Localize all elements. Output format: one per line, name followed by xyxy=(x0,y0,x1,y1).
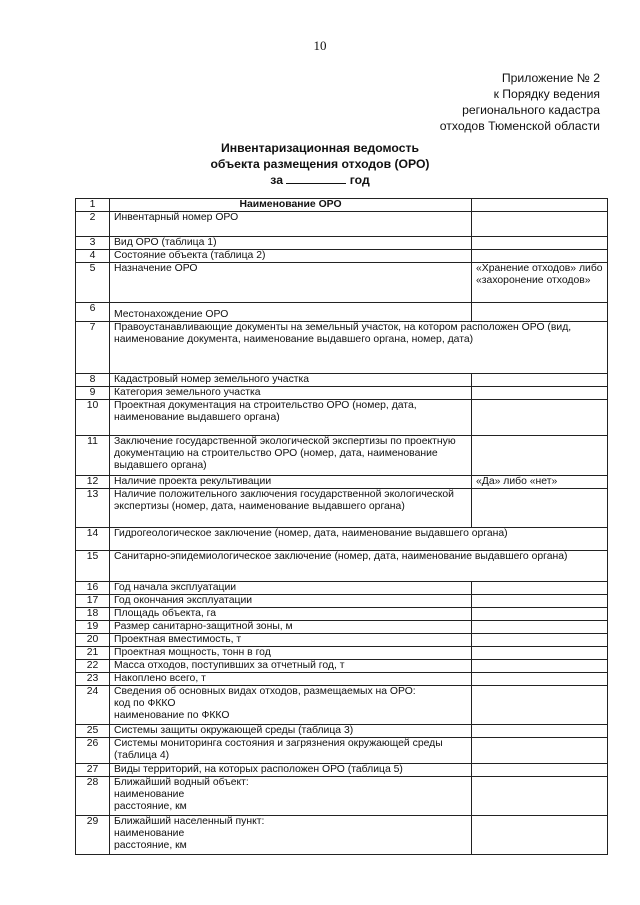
row-number: 28 xyxy=(76,777,110,816)
row-number: 4 xyxy=(76,250,110,263)
table-row xyxy=(76,764,608,777)
row-label: Кадастровый номер земельного участка xyxy=(110,374,472,387)
row-label xyxy=(110,777,472,816)
row-value xyxy=(472,436,608,476)
table-row xyxy=(76,725,608,738)
table-row xyxy=(76,528,608,551)
year-blank xyxy=(286,173,346,184)
row-number: 10 xyxy=(76,400,110,436)
table-row xyxy=(76,582,608,595)
table-row xyxy=(76,608,608,621)
row-number: 29 xyxy=(76,816,110,855)
row-value xyxy=(472,738,608,764)
row-value xyxy=(472,400,608,436)
table-row xyxy=(76,263,608,303)
row-label: Проектная документация на строительство ОРО (номер, дата, наименование выдавшего органа) xyxy=(110,400,472,436)
row-value xyxy=(472,725,608,738)
row-value xyxy=(472,647,608,660)
row-value xyxy=(472,199,608,212)
row-number: 15 xyxy=(76,551,110,582)
row-label-sub: расстояние, км xyxy=(114,801,187,812)
table-row xyxy=(76,303,608,322)
row-label: Правоустанавливающие документы на земельный участок, на котором расположен ОРО (вид, наименование документа, наименование выдавшего органа, номер, дата) xyxy=(110,322,608,374)
title-line: объекта размещения отходов (ОРО) xyxy=(210,157,430,171)
row-number: 12 xyxy=(76,476,110,489)
row-label: Заключение государственной экологической экспертизы по проектную документацию на строительство ОРО (номер, дата, наименование выдавшего органа) xyxy=(110,436,472,476)
document-title xyxy=(0,140,640,188)
row-value: «Да» либо «нет» xyxy=(472,476,608,489)
row-value: «Хранение отходов» либо «захоронение отходов» xyxy=(472,263,608,303)
title-za: за xyxy=(270,173,283,187)
row-label: Год окончания эксплуатации xyxy=(110,595,472,608)
row-label-sub: наименование xyxy=(114,789,185,800)
row-label: Год начала эксплуатации xyxy=(110,582,472,595)
row-value xyxy=(472,250,608,263)
row-number: 20 xyxy=(76,634,110,647)
table-row xyxy=(76,673,608,686)
row-label: Системы мониторинга состояния и загрязнения окружающей среды (таблица 4) xyxy=(110,738,472,764)
table-row xyxy=(76,621,608,634)
table-row xyxy=(76,322,608,374)
row-value xyxy=(472,303,608,322)
row-label-sub: расстояние, км xyxy=(114,840,187,851)
row-label: Накоплено всего, т xyxy=(110,673,472,686)
row-label: Инвентарный номер ОРО xyxy=(110,212,472,237)
row-value xyxy=(472,621,608,634)
table-row xyxy=(76,237,608,250)
table-row xyxy=(76,387,608,400)
row-number: 13 xyxy=(76,489,110,528)
appendix-line: отходов Тюменской области xyxy=(439,119,600,133)
row-label xyxy=(110,686,472,725)
row-number: 2 xyxy=(76,212,110,237)
row-value xyxy=(472,237,608,250)
row-label-main: Ближайший населенный пункт: xyxy=(114,816,265,827)
header-label: Наименование ОРО xyxy=(110,199,472,212)
row-label-main: Ближайший водный объект: xyxy=(114,777,249,788)
row-value xyxy=(472,608,608,621)
row-label-sub: код по ФККО xyxy=(114,698,176,709)
page-number: 10 xyxy=(313,38,327,53)
row-label: Проектная мощность, тонн в год xyxy=(110,647,472,660)
table-row xyxy=(76,489,608,528)
inventory-table xyxy=(75,198,608,855)
row-value xyxy=(472,212,608,237)
appendix-line: к Порядку ведения xyxy=(493,87,600,101)
row-value xyxy=(472,777,608,816)
appendix-block xyxy=(440,70,600,134)
row-number: 7 xyxy=(76,322,110,374)
row-label: Наличие положительного заключения государственной экологической экспертизы (номер, дата, наименование выдавшего органа) xyxy=(110,489,472,528)
row-label: Состояние объекта (таблица 2) xyxy=(110,250,472,263)
title-god: год xyxy=(349,173,370,187)
row-value xyxy=(472,387,608,400)
table-row xyxy=(76,660,608,673)
row-number: 19 xyxy=(76,621,110,634)
row-label: Системы защиты окружающей среды (таблица 3) xyxy=(110,725,472,738)
row-value xyxy=(472,374,608,387)
table-row xyxy=(76,816,608,855)
appendix-line: регионального кадастра xyxy=(462,103,600,117)
row-label: Назначение ОРО xyxy=(110,263,472,303)
table-row xyxy=(76,476,608,489)
table-row xyxy=(76,400,608,436)
row-number: 26 xyxy=(76,738,110,764)
row-number: 9 xyxy=(76,387,110,400)
row-number: 25 xyxy=(76,725,110,738)
row-value xyxy=(472,595,608,608)
row-number: 1 xyxy=(76,199,110,212)
row-label: Масса отходов, поступивших за отчетный год, т xyxy=(110,660,472,673)
row-label: Вид ОРО (таблица 1) xyxy=(110,237,472,250)
table-row xyxy=(76,647,608,660)
row-value xyxy=(472,686,608,725)
appendix-line: Приложение № 2 xyxy=(501,71,600,85)
row-value xyxy=(472,582,608,595)
row-number: 24 xyxy=(76,686,110,725)
table-row xyxy=(76,777,608,816)
table-row xyxy=(76,686,608,725)
row-number: 8 xyxy=(76,374,110,387)
row-label: Местонахождение ОРО xyxy=(110,303,472,322)
table-row xyxy=(76,250,608,263)
row-label: Гидрогеологическое заключение (номер, дата, наименование выдавшего органа) xyxy=(110,528,608,551)
row-label: Наличие проекта рекультивации xyxy=(110,476,472,489)
row-number: 16 xyxy=(76,582,110,595)
row-number: 5 xyxy=(76,263,110,303)
row-label: Проектная вместимость, т xyxy=(110,634,472,647)
row-number: 3 xyxy=(76,237,110,250)
row-number: 23 xyxy=(76,673,110,686)
row-value xyxy=(472,764,608,777)
row-number: 17 xyxy=(76,595,110,608)
table-row xyxy=(76,634,608,647)
table-row xyxy=(76,595,608,608)
row-number: 6 xyxy=(76,303,110,322)
title-period xyxy=(0,172,640,188)
table-row xyxy=(76,212,608,237)
table-row xyxy=(76,436,608,476)
row-number: 22 xyxy=(76,660,110,673)
row-value xyxy=(472,816,608,855)
table-row xyxy=(76,738,608,764)
row-label: Категория земельного участка xyxy=(110,387,472,400)
row-label: Размер санитарно-защитной зоны, м xyxy=(110,621,472,634)
row-label: Санитарно-эпидемиологическое заключение (номер, дата, наименование выдавшего органа) xyxy=(110,551,608,582)
row-number: 11 xyxy=(76,436,110,476)
table-header-row xyxy=(76,199,608,212)
table-row xyxy=(76,374,608,387)
row-label xyxy=(110,816,472,855)
row-label: Площадь объекта, га xyxy=(110,608,472,621)
row-value xyxy=(472,673,608,686)
row-number: 27 xyxy=(76,764,110,777)
row-value xyxy=(472,660,608,673)
row-value xyxy=(472,634,608,647)
row-label-sub: наименование по ФККО xyxy=(114,710,230,721)
row-value xyxy=(472,489,608,528)
table-row xyxy=(76,551,608,582)
row-number: 21 xyxy=(76,647,110,660)
row-number: 14 xyxy=(76,528,110,551)
row-label-main: Сведения об основных видах отходов, размещаемых на ОРО: xyxy=(114,686,416,697)
row-number: 18 xyxy=(76,608,110,621)
title-line: Инвентаризационная ведомость xyxy=(221,141,419,155)
row-label: Виды территорий, на которых расположен ОРО (таблица 5) xyxy=(110,764,472,777)
row-label-sub: наименование xyxy=(114,828,185,839)
